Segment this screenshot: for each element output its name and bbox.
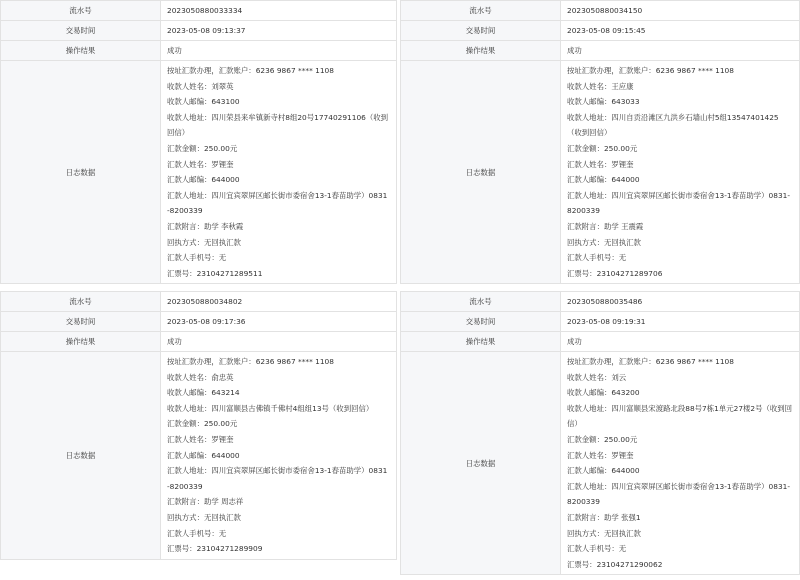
- log-line: 收款人地址：四川荣县来牟镇新寺村8组20号17740291106（收到回信）: [167, 112, 389, 138]
- time-value: 2023-05-08 09:15:45: [561, 21, 800, 41]
- serial-label: 流水号: [401, 292, 561, 312]
- transaction-record-3: [0, 291, 397, 560]
- log-data: [161, 61, 397, 284]
- log-line: 收款人地址：四川自贡沿滩区九洪乡石墙山村5组13547401425（收到回信）: [567, 112, 779, 138]
- log-line: 收款人地址：四川富顺县宋渡路北段88号7栋1单元27楼2号（收到回信）: [567, 403, 793, 429]
- result-value: 成功: [161, 332, 397, 352]
- time-value: 2023-05-08 09:19:31: [561, 312, 800, 332]
- log-line: 按址汇款办理，汇款账户：6236 9867 **** 1108: [167, 66, 334, 75]
- log-data: [561, 61, 800, 284]
- log-line: 汇款人手机号：无: [167, 528, 227, 538]
- log-line: 按址汇款办理，汇款账户：6236 9867 **** 1108: [167, 357, 334, 366]
- time-value: 2023-05-08 09:13:37: [161, 21, 397, 41]
- log-line: 汇款人邮编：644000: [167, 175, 240, 185]
- transaction-record-4: [400, 291, 800, 575]
- time-label: 交易时间: [401, 21, 561, 41]
- log-line: 回执方式：无回执汇款: [567, 237, 641, 247]
- log-line: 汇款人邮编：644000: [167, 450, 240, 460]
- log-label: 日志数据: [1, 61, 161, 284]
- log-line: 汇款金额：250.00元: [567, 434, 638, 444]
- transaction-record-1: [0, 0, 397, 284]
- log-line: 汇款附言：助学 王震霞: [567, 221, 644, 231]
- log-line: 汇款人姓名：罗锂奎: [567, 159, 634, 169]
- log-data: [561, 352, 800, 575]
- log-label: 日志数据: [401, 352, 561, 575]
- log-line: 汇款人邮编：644000: [567, 466, 640, 476]
- log-line: 收款人姓名：王应康: [567, 81, 634, 91]
- log-line: 收款人邮编：643100: [167, 97, 240, 107]
- serial-label: 流水号: [401, 1, 561, 21]
- serial-value: 2023050880034802: [161, 292, 397, 312]
- serial-value: 2023050880035486: [561, 292, 800, 312]
- log-line: 汇款金额：250.00元: [167, 143, 238, 153]
- result-value: 成功: [561, 332, 800, 352]
- log-line: 收款人姓名：刘云: [567, 372, 627, 382]
- time-value: 2023-05-08 09:17:36: [161, 312, 397, 332]
- log-line: 汇票号：23104271290062: [567, 559, 663, 569]
- log-line: 汇票号：23104271289909: [167, 544, 263, 554]
- serial-label: 流水号: [1, 1, 161, 21]
- log-line: 汇款人邮编：644000: [567, 175, 640, 185]
- log-line: 汇票号：23104271289511: [167, 268, 263, 278]
- log-line: 收款人邮编：643200: [567, 388, 640, 398]
- log-label: 日志数据: [401, 61, 561, 284]
- log-label: 日志数据: [1, 352, 161, 560]
- log-line: 按址汇款办理，汇款账户：6236 9867 **** 1108: [567, 357, 734, 366]
- time-label: 交易时间: [1, 312, 161, 332]
- log-line: 回执方式：无回执汇款: [167, 512, 241, 522]
- time-label: 交易时间: [401, 312, 561, 332]
- time-label: 交易时间: [1, 21, 161, 41]
- log-line: 汇款附言：助学 李秋霞: [167, 221, 244, 231]
- log-line: 收款人邮编：643033: [567, 97, 640, 107]
- log-line: 按址汇款办理，汇款账户：6236 9867 **** 1108: [567, 66, 734, 75]
- log-data: [161, 352, 397, 560]
- result-label: 操作结果: [1, 332, 161, 352]
- log-line: 汇款人姓名：罗锂奎: [567, 450, 634, 460]
- transaction-record-2: [400, 0, 800, 284]
- log-line: 汇款附言：助学 周志祥: [167, 497, 244, 507]
- serial-value: 2023050880033334: [161, 1, 397, 21]
- log-line: 汇款人地址：四川宜宾翠屏区邮长街市委宿舍13-1春苗助学）0831-8200339: [567, 481, 791, 507]
- log-line: 收款人邮编：643214: [167, 388, 240, 398]
- log-line: 汇款金额：250.00元: [567, 143, 638, 153]
- log-line: 汇款人地址：四川宜宾翠屏区邮长街市委宿舍13-1春苗助学）0831-8200339: [167, 466, 388, 491]
- log-line: 汇款人姓名：罗锂奎: [167, 434, 234, 444]
- log-line: 汇款人姓名：罗锂奎: [167, 159, 234, 169]
- result-label: 操作结果: [401, 332, 561, 352]
- log-line: 汇款人手机号：无: [567, 253, 627, 263]
- result-label: 操作结果: [1, 41, 161, 61]
- result-value: 成功: [161, 41, 397, 61]
- log-line: 回执方式：无回执汇款: [567, 528, 641, 538]
- log-line: 回执方式：无回执汇款: [167, 237, 241, 247]
- log-line: 汇款附言：助学 张强1: [567, 512, 641, 522]
- log-line: 汇票号：23104271289706: [567, 268, 663, 278]
- serial-value: 2023050880034150: [561, 1, 800, 21]
- log-line: 汇款金额：250.00元: [167, 419, 238, 429]
- log-line: 汇款人地址：四川宜宾翠屏区邮长街市委宿舍13-1春苗助学）0831-8200339: [167, 190, 388, 216]
- log-line: 收款人地址：四川富顺县古佛镇千佛村4组组13号（收到回信）: [167, 403, 374, 413]
- log-line: 汇款人地址：四川宜宾翠屏区邮长街市委宿舍13-1春苗助学）0831-8200339: [567, 190, 791, 216]
- log-line: 收款人姓名：俞忠英: [167, 372, 234, 382]
- log-line: 汇款人手机号：无: [167, 253, 227, 263]
- result-label: 操作结果: [401, 41, 561, 61]
- result-value: 成功: [561, 41, 800, 61]
- log-line: 收款人姓名：刘翠英: [167, 81, 234, 91]
- log-line: 汇款人手机号：无: [567, 544, 627, 554]
- serial-label: 流水号: [1, 292, 161, 312]
